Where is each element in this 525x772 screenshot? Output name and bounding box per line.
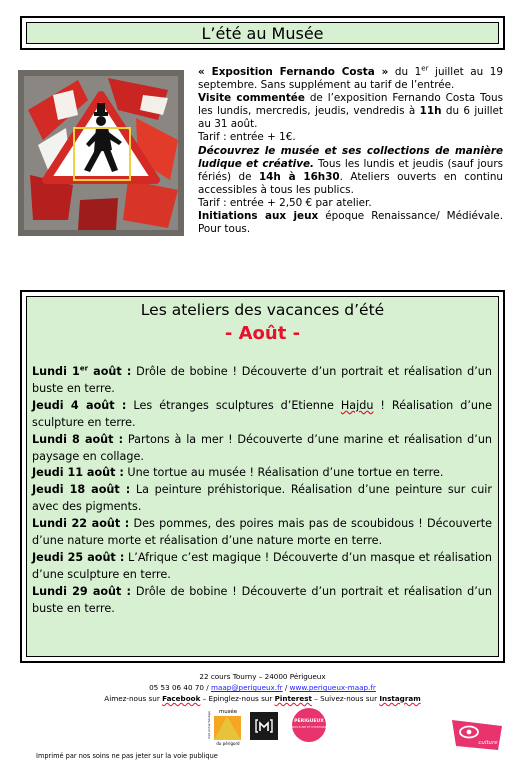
workshop-item: Jeudi 18 août : La peinture préhistorique. Réalisation d’une peinture sur cuir avec des pigments. <box>32 483 493 514</box>
address: 22 cours Tourny – 24000 Périgueux <box>199 672 326 681</box>
workshop-price: Tarif : entrée + 2,50 € par atelier. <box>198 196 372 209</box>
artwork-image <box>18 70 184 236</box>
contact-line: 05 53 06 40 70 / maap@perigueux.fr / www.perigueux-maap.fr <box>149 683 376 692</box>
exhibition-paragraph: « Exposition Fernando Costa » du 1er juillet au 19 septembre. Sans supplément au tarif de l’entrée. <box>198 64 503 92</box>
perigueux-logo-tagline: PAYS D’ART ET D’HISTOIRE <box>291 726 327 729</box>
header-frame <box>20 16 505 50</box>
culture-logo-word: culture <box>478 740 498 746</box>
pinterest-link[interactable]: Pinterest <box>274 694 312 703</box>
museum-logo <box>205 706 247 746</box>
workshop-list <box>32 364 492 618</box>
workshops-title: Les ateliers des vacances d’été <box>140 301 385 319</box>
instagram-link[interactable]: Instagram <box>379 694 421 703</box>
perigueux-logo <box>291 707 327 743</box>
workshop-item: Jeudi 4 août : Les étranges sculptures d’Etienne Hajdu ! Réalisation d’une sculpture en terre. <box>32 398 492 429</box>
games-paragraph: Initiations aux jeux époque Renaissance/ Médiévale. Pour tous. <box>198 210 503 236</box>
tour-price: Tarif : entrée + 1€. <box>198 131 296 144</box>
culture-logo <box>448 716 506 754</box>
website-link[interactable]: www.perigueux-maap.fr <box>289 683 376 692</box>
workshop-item: Lundi 22 août : Des pommes, des poires mais pas de scoubidous ! Découverte d’une nature morte et réalisation d’une nature morte en terre. <box>32 517 492 548</box>
month-heading: - Août - <box>224 323 301 344</box>
workshops-frame <box>20 290 505 663</box>
workshop-item: Lundi 8 août : Partons à la mer ! Découverte d’une marine et réalisation d’un paysage en collage. <box>32 432 492 463</box>
museum-logo-subtitle: d’art et d’archéologie <box>208 711 211 739</box>
email-link[interactable]: maap@perigueux.fr <box>210 683 283 692</box>
museum-logo-word: musée <box>218 709 238 715</box>
facebook-link[interactable]: Facebook <box>162 694 201 703</box>
workshops-paragraph: Découvrez le musée et ses collections de manière ludique et créative. Tous les lundis et jeudis (sauf jours fériés) de 14h à 16h30. Ateliers ouverts en continu accessibles à tous les publics. <box>198 144 503 196</box>
page-title: L’été au Musée <box>26 22 499 44</box>
workshops-panel <box>26 296 499 657</box>
m-logo <box>250 712 278 740</box>
intro-text <box>198 66 503 236</box>
perigueux-logo-name: PÉRIGUEUX <box>294 719 324 724</box>
workshop-item: Lundi 29 août : Drôle de bobine ! Découverte d’un portrait et réalisation d’un buste en terre. <box>32 584 492 615</box>
guided-tour-paragraph: Visite commentée de l’exposition Fernando Costa Tous les lundis, mercredis, jeudis, vendredis à 11h du 6 juillet au 31 août. <box>198 92 503 131</box>
workshop-item: Jeudi 11 août : Une tortue au musée ! Réalisation d’une tortue en terre. <box>32 466 444 480</box>
print-note: Imprimé par nos soins ne pas jeter sur la voie publique <box>36 752 218 760</box>
workshop-item: Lundi 1er août : Drôle de bobine ! Découverte d’un portrait et réalisation d’un buste en terre. <box>32 364 492 395</box>
workshop-item: Jeudi 25 août : L’Afrique c’est magique ! Découverte d’un masque et réalisation d’une sculpture en terre. <box>32 550 492 581</box>
museum-logo-region: du périgord <box>216 741 240 746</box>
social-line: Aimez-nous sur Facebook – Epinglez-nous sur Pinterest – Suivez-nous sur Instagram <box>104 694 421 703</box>
